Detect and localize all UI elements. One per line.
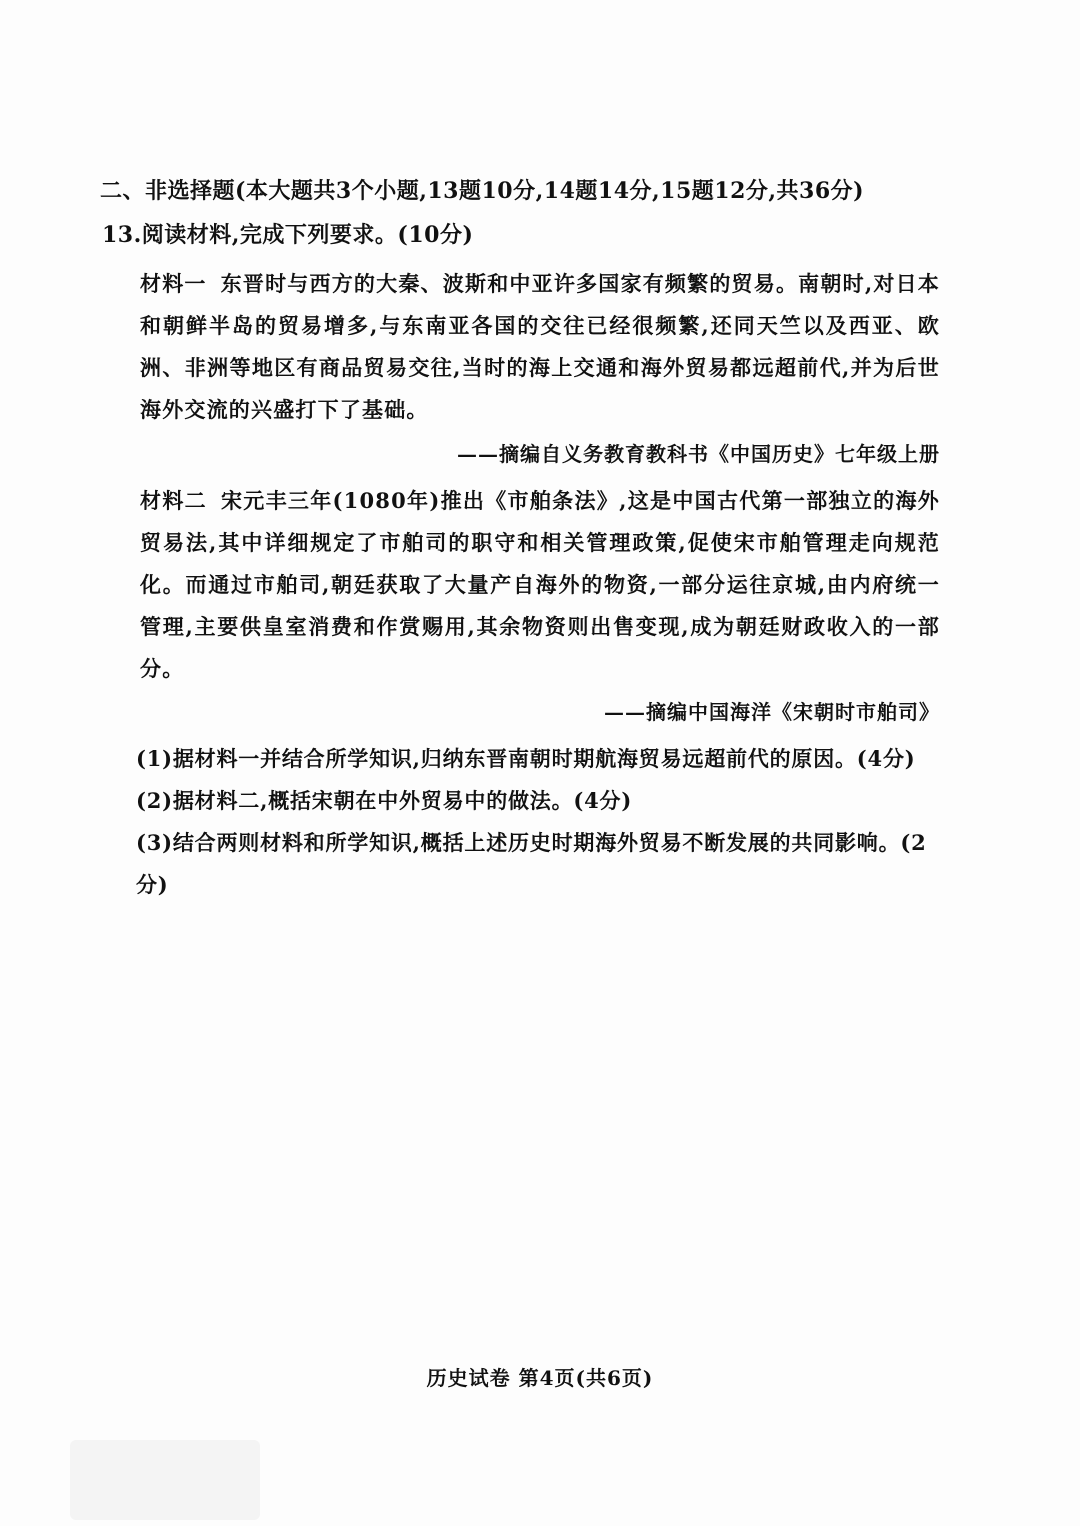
section-heading: 二、非选择题(本大题共3个小题,13题10分,14题14分,15题12分,共36分) (100, 178, 865, 204)
sub-question-2: (2)据材料二,概括宋朝在中外贸易中的做法。(4分) (136, 788, 633, 813)
material-1-source: ——摘编自义务教育教科书《中国历史》七年级上册 (457, 442, 940, 466)
material-1-label: 材料一 (140, 271, 207, 296)
page-footer: 历史试卷 第4页(共6页) (426, 1366, 654, 1390)
material-1-text: 东晋时与西方的大秦、波斯和中亚许多国家有频繁的贸易。南朝时,对日本和朝鲜半岛的贸易增多,与东南亚各国的交往已经很频繁,还同天竺以及西亚、欧洲、非洲等地区有商品贸易交往,当时的海上交通和海外贸易都远超前代,并为后世海外交流的兴盛打下了基础。 (140, 271, 940, 422)
sub-question-1: (1)据材料一并结合所学知识,归纳东晋南朝时期航海贸易远超前代的原因。(4分) (136, 746, 916, 771)
scan-smudge (70, 1440, 260, 1520)
question-heading: 13.阅读材料,完成下列要求。(10分) (102, 222, 474, 248)
material-2-label: 材料二 (140, 488, 207, 513)
material-2-text: 宋元丰三年(1080年)推出《市舶条法》,这是中国古代第一部独立的海外贸易法,其中详细规定了市舶司的职守和相关管理政策,促使宋市舶管理走向规范化。而通过市舶司,朝廷获取了大量产自海外的物资,一部分运往京城,由内府统一管理,主要供皇室消费和作赏赐用,其余物资则出售变现,成为朝廷财政收入的一部分。 (140, 488, 940, 681)
material-2-source: ——摘编中国海洋《宋朝时市舶司》 (604, 700, 940, 724)
sub-question-3: (3)结合两则材料和所学知识,概括上述历史时期海外贸易不断发展的共同影响。(2分) (136, 830, 927, 897)
material-1-paragraph (140, 263, 940, 431)
material-2-paragraph (140, 480, 940, 690)
